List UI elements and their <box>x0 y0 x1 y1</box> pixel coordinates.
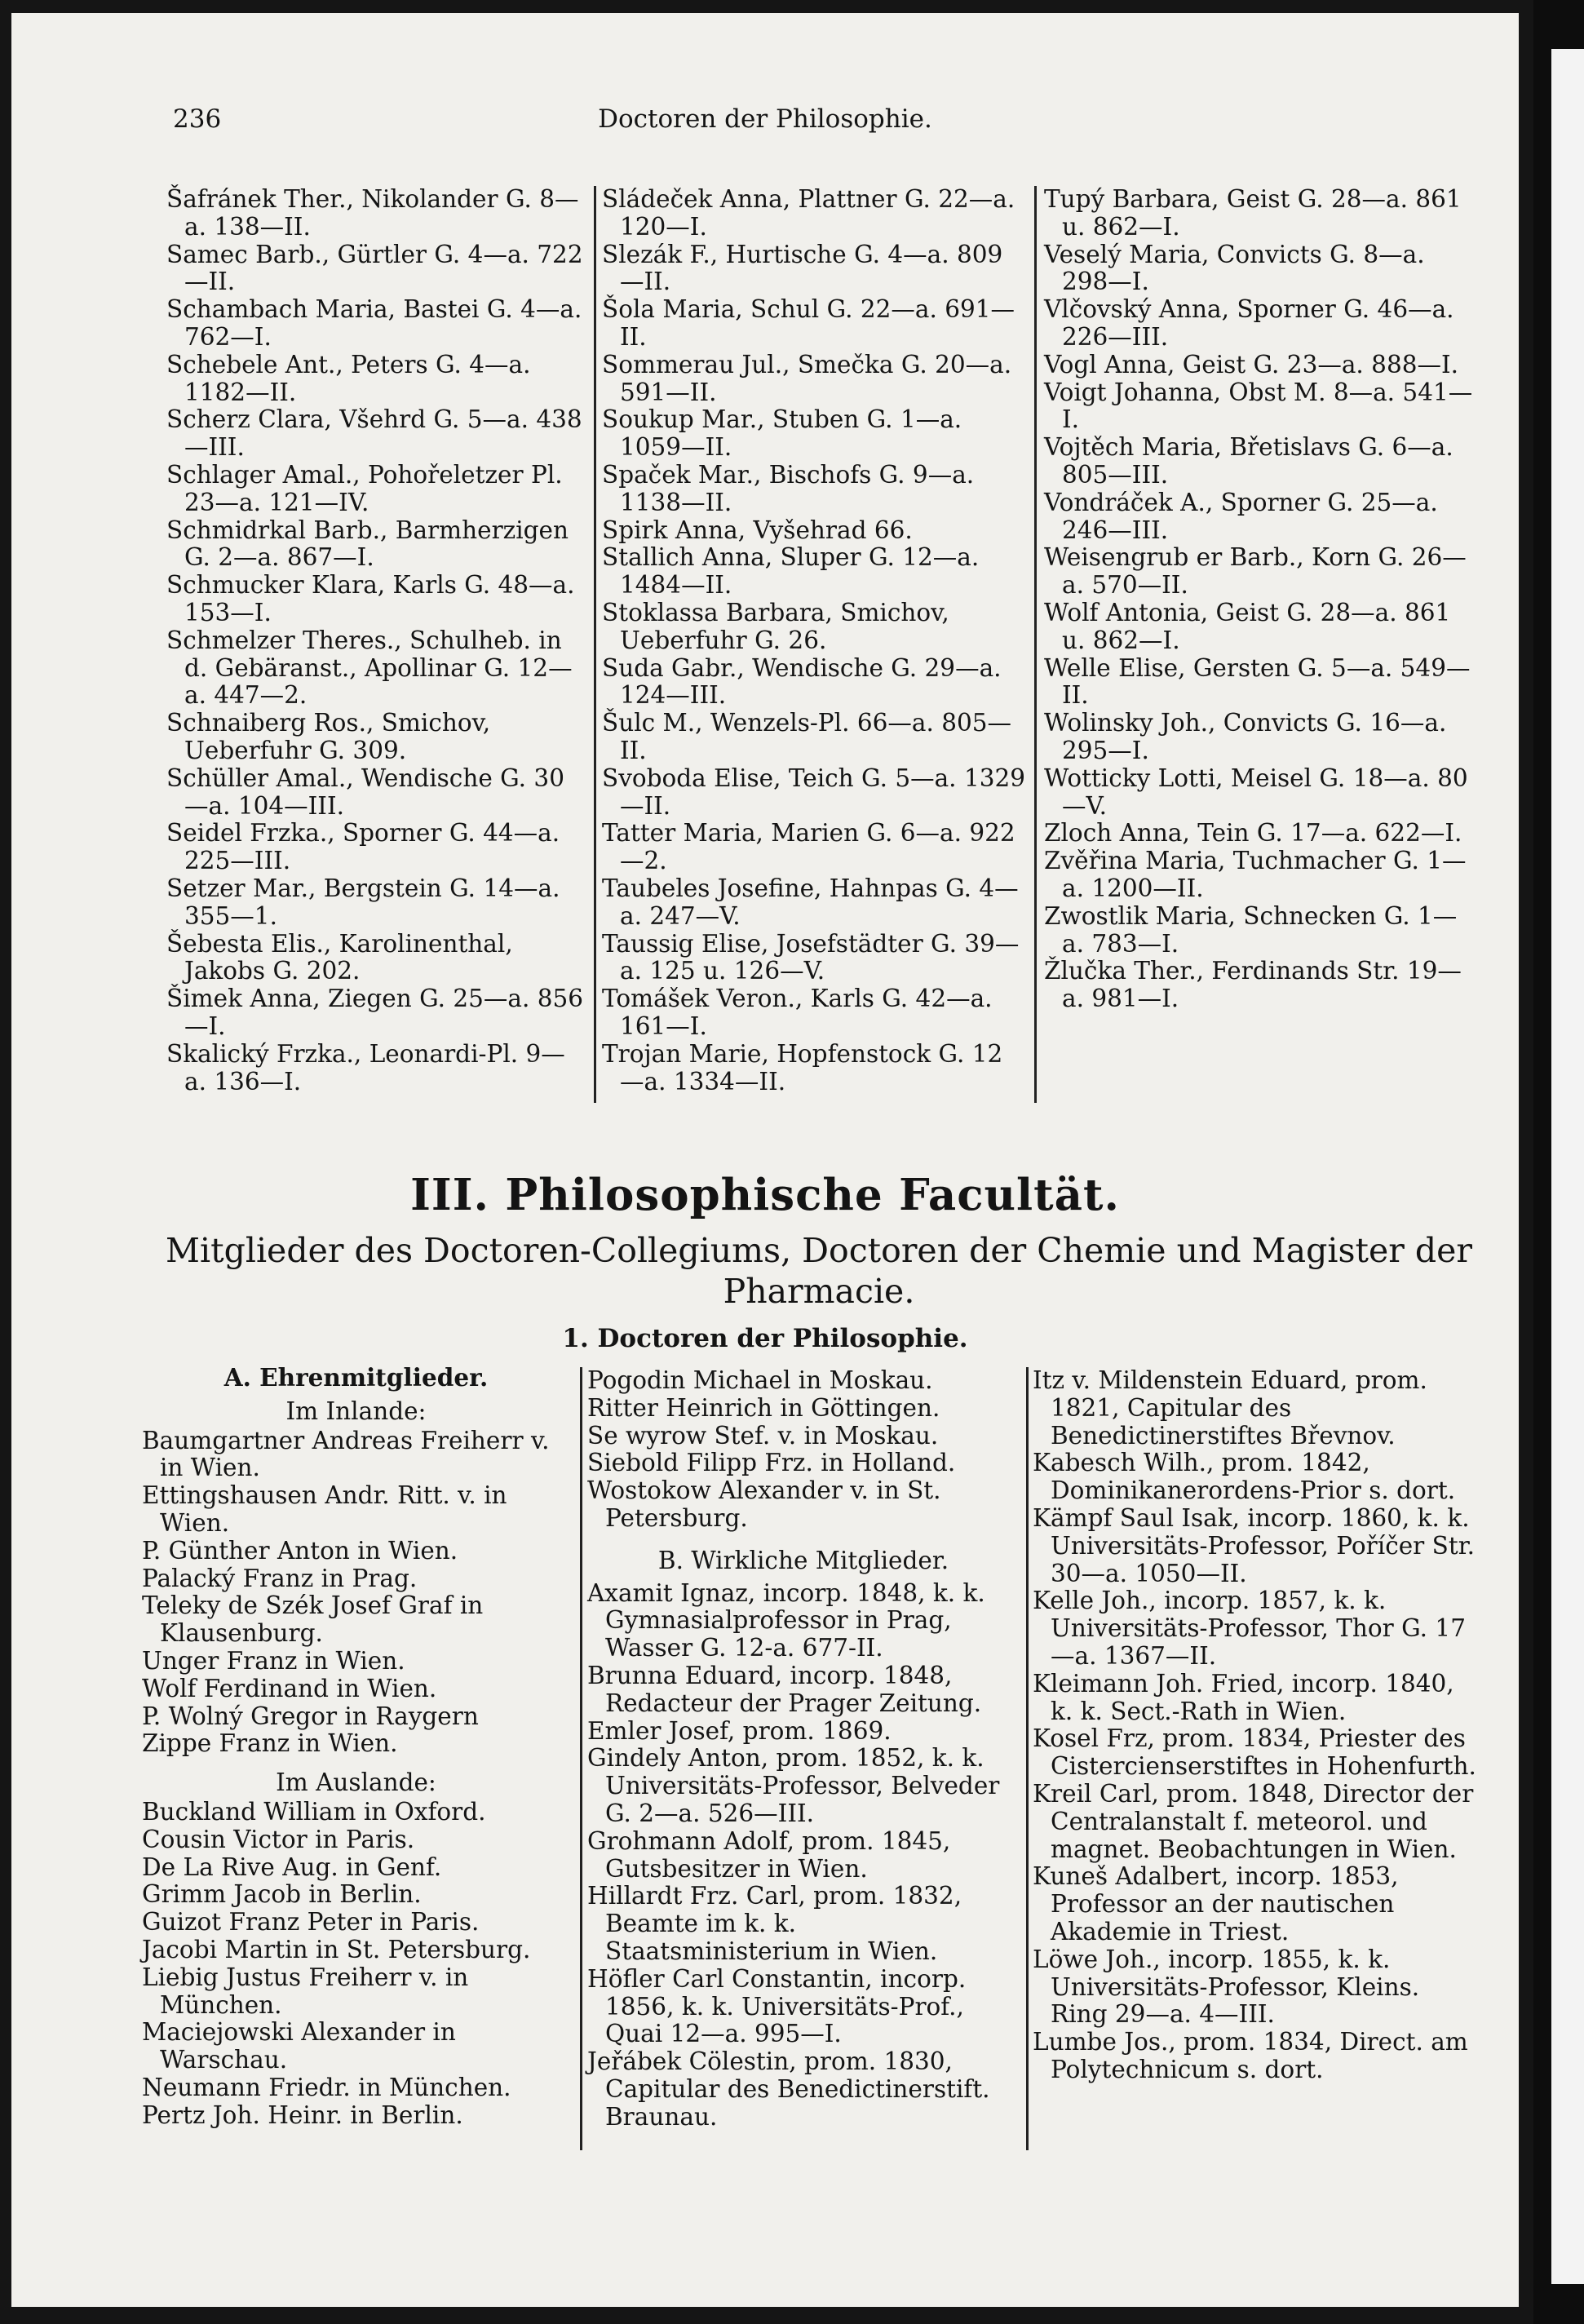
list-entry: Sládeček Anna, Plattner G. 22—a. 120—I. <box>602 185 1015 241</box>
honorary-continued-list <box>587 1367 1020 1533</box>
list-entry: Kabesch Wilh., prom. 1842, Dominikanerordens-Prior s. dort. <box>1033 1449 1456 1505</box>
list-entry: Scherz Clara, Všehrd G. 5—a. 438—III. <box>166 405 582 462</box>
top-column-1 <box>166 186 586 1096</box>
list-entry: Pogodin Michael in Moskau. <box>587 1366 933 1394</box>
list-entry: Vojtěch Maria, Břetislavs G. 6—a. 805—III. <box>1044 433 1453 489</box>
list-entry: Jacobi Martin in St. Petersburg. <box>142 1935 531 1963</box>
list-entry: De La Rive Aug. in Genf. <box>142 1853 442 1881</box>
section-title: III. Philosophische Facultät. <box>410 1170 1120 1220</box>
list-entry: Grohmann Adolf, prom. 1845, Gutsbesitzer in Wien. <box>587 1826 951 1883</box>
list-entry: Neumann Friedr. in München. <box>142 2073 511 2101</box>
list-entry: Tomášek Veron., Karls G. 42—a. 161—I. <box>602 985 993 1040</box>
list-entry: Schnaiberg Ros., Smichov, Ueberfuhr G. 309. <box>166 709 491 764</box>
list-entry: Schambach Maria, Bastei G. 4—a. 762—I. <box>166 295 582 351</box>
list-entry: Schebele Ant., Peters G. 4—a. 1182—II. <box>166 350 531 406</box>
list-entry: Taubeles Josefine, Hahnpas G. 4—a. 247—V. <box>602 874 1019 930</box>
page-header <box>11 104 1519 153</box>
list-entry: Kosel Frz, prom. 1834, Priester des Cistercienserstiftes in Hohenfurth. <box>1033 1724 1476 1781</box>
list-entry: Ritter Heinrich in Göttingen. <box>587 1393 940 1422</box>
page-number: 236 <box>173 104 222 134</box>
list-entry: Suda Gabr., Wendische G. 29—a. 124—III. <box>602 653 1002 710</box>
list-entry: Kämpf Saul Isak, incorp. 1860, k. k. Universitäts-Professor, Poříčer Str. 30—a. 1050—II. <box>1033 1503 1475 1587</box>
list-entry: Vogl Anna, Geist G. 23—a. 888—I. <box>1044 350 1459 378</box>
subsection-title: 1. Doctoren der Philosophie. <box>562 1324 968 1353</box>
list-entry: Palacký Franz in Prag. <box>142 1564 418 1592</box>
list-entry: Wostokow Alexander v. in St. Petersburg. <box>587 1476 941 1532</box>
list-entry: Skalický Frzka., Leonardi-Pl. 9—a. 136—I. <box>166 1039 565 1096</box>
list-entry: Kelle Joh., incorp. 1857, k. k. Universitäts-Professor, Thor G. 17—a. 1367—II. <box>1033 1587 1466 1670</box>
column-rule <box>1034 186 1037 1103</box>
list-entry: Setzer Mar., Bergstein G. 14—a. 355—1. <box>166 874 560 930</box>
list-entry: Grimm Jacob in Berlin. <box>142 1880 422 1909</box>
list-entry: Zvěřina Maria, Tuchmacher G. 1—a. 1200—II. <box>1044 847 1467 902</box>
list-entry: Ettingshausen Andr. Ritt. v. in Wien. <box>142 1481 507 1537</box>
list-entry: Kreil Carl, prom. 1848, Director der Centralanstalt f. meteorol. und magnet. Beobachtungen in Wien. <box>1033 1779 1474 1863</box>
list-entry: Spaček Mar., Bischofs G. 9—a. 1138—II. <box>602 460 975 516</box>
list-entry: Šafránek Ther., Nikolander G. 8—a. 138—II. <box>166 185 579 241</box>
bottom-column-1 <box>142 1359 570 2130</box>
honorary-members-heading: A. Ehrenmitglieder. <box>223 1363 489 1392</box>
full-members-list-b <box>587 1580 1020 2131</box>
list-entry: Itz v. Mildenstein Eduard, prom. 1821, Capitular des Benedictinerstiftes Břevnov. <box>1033 1366 1427 1450</box>
section-subtitle: Mitglieder des Doctoren-Collegiums, Doctoren der Chemie und Magister der Pharmacie. <box>166 1231 1472 1311</box>
list-entry: Schmelzer Theres., Schulheb. in d. Gebäranst., Apollinar G. 12—a. 447—2. <box>166 626 573 710</box>
full-members-list-c <box>1033 1367 1481 2084</box>
top-column-2 <box>602 186 1026 1096</box>
page <box>11 13 1519 2307</box>
list-entry: Trojan Marie, Hopfenstock G. 12—a. 1334—II. <box>602 1039 1003 1096</box>
list-entry: Buckland William in Oxford. <box>142 1797 486 1826</box>
list-entry: Veselý Maria, Convicts G. 8—a. 298—I. <box>1044 240 1425 296</box>
list-entry: Šulc M., Wenzels-Pl. 66—a. 805—II. <box>602 709 1012 764</box>
list-entry: P. Günther Anton in Wien. <box>142 1536 458 1565</box>
list-entry: Voigt Johanna, Obst M. 8—a. 541—I. <box>1044 378 1473 434</box>
list-entry: Welle Elise, Gersten G. 5—a. 549—II. <box>1044 653 1471 710</box>
list-entry: Baumgartner Andreas Freiherr v. in Wien. <box>142 1426 550 1482</box>
list-entry: Zwostlik Maria, Schnecken G. 1—a. 783—I. <box>1044 901 1458 958</box>
top-column-3 <box>1044 186 1475 1013</box>
list-entry: Kuneš Adalbert, incorp. 1853, Professor an der nautischen Akademie in Triest. <box>1033 1862 1399 1946</box>
list-entry: Tupý Barbara, Geist G. 28—a. 861 u. 862—I. <box>1044 185 1462 241</box>
list-entry: Cousin Victor in Paris. <box>142 1825 415 1853</box>
list-entry: Šola Maria, Schul G. 22—a. 691—II. <box>602 295 1015 351</box>
list-entry: Šebesta Elis., Karolinenthal, Jakobs G. 202. <box>166 929 513 985</box>
list-entry: Stoklassa Barbara, Smichov, Ueberfuhr G. 26. <box>602 598 949 654</box>
list-entry: Siebold Filipp Frz. in Holland. <box>587 1449 956 1477</box>
list-entry: Emler Josef, prom. 1869. <box>587 1716 892 1745</box>
list-entry: Kleimann Joh. Fried, incorp. 1840, k. k. Sect.-Rath in Wien. <box>1033 1669 1454 1725</box>
column-rule <box>580 1367 582 2150</box>
list-entry: Jeřábek Cölestin, prom. 1830, Capitular des Benedictinerstift. Braunau. <box>587 2047 990 2131</box>
list-entry: Gindely Anton, prom. 1852, k. k. Universitäts-Professor, Belveder G. 2—a. 526—III. <box>587 1744 1000 1827</box>
list-entry: P. Wolný Gregor in Raygern <box>142 1702 479 1730</box>
column-rule <box>594 186 596 1103</box>
list-entry: Wolf Ferdinand in Wien. <box>142 1674 437 1702</box>
list-entry: Wolinsky Joh., Convicts G. 16—a. 295—I. <box>1044 709 1447 764</box>
list-entry: Maciejowski Alexander in Warschau. <box>142 2018 456 2074</box>
list-entry: Spirk Anna, Vyšehrad 66. <box>602 516 913 544</box>
bottom-column-3 <box>1033 1367 1481 2084</box>
list-entry: Schlager Amal., Pohořeletzer Pl. 23—a. 121—IV. <box>166 460 563 516</box>
list-entry: Zippe Franz in Wien. <box>142 1729 398 1758</box>
list-entry: Tatter Maria, Marien G. 6—a. 922—2. <box>602 819 1015 875</box>
bottom-column-2 <box>587 1367 1020 2131</box>
list-entry: Schmucker Klara, Karls G. 48—a. 153—I. <box>166 571 575 626</box>
list-entry: Schüller Amal., Wendische G. 30—a. 104—III. <box>166 764 564 820</box>
list-entry: Axamit Ignaz, incorp. 1848, k. k. Gymnasialprofessor in Prag, Wasser G. 12-a. 677-II. <box>587 1578 985 1662</box>
list-entry: Vondráček A., Sporner G. 25—a. 246—III. <box>1044 488 1438 544</box>
list-entry: Slezák F., Hurtische G. 4—a. 809—II. <box>602 240 1003 296</box>
list-entry: Pertz Joh. Heinr. in Berlin. <box>142 2100 463 2129</box>
list-entry: Wolf Antonia, Geist G. 28—a. 861 u. 862—I. <box>1044 598 1451 654</box>
list-entry: Stallich Anna, Sluper G. 12—a. 1484—II. <box>602 543 980 600</box>
adjacent-page-edge <box>1533 0 1584 2324</box>
list-entry: Samec Barb., Gürtler G. 4—a. 722—II. <box>166 240 583 296</box>
list-entry: Taussig Elise, Josefstädter G. 39—a. 125 u. 126—V. <box>602 929 1020 985</box>
list-entry: Wotticky Lotti, Meisel G. 18—a. 80—V. <box>1044 764 1468 820</box>
list-entry: Löwe Joh., incorp. 1855, k. k. Universitäts-Professor, Kleins. Ring 29—a. 4—III. <box>1033 1945 1420 2029</box>
list-entry: Seidel Frzka., Sporner G. 44—a. 225—III. <box>166 819 560 875</box>
list-entry: Vlčovský Anna, Sporner G. 46—a. 226—III. <box>1044 295 1454 351</box>
abroad-heading: Im Auslande: <box>276 1768 436 1797</box>
list-entry: Guizot Franz Peter in Paris. <box>142 1908 480 1937</box>
column-rule <box>1026 1367 1029 2150</box>
list-entry: Liebig Justus Freiherr v. in München. <box>142 1963 469 2019</box>
list-entry: Soukup Mar., Stuben G. 1—a. 1059—II. <box>602 405 962 462</box>
list-entry: Hillardt Frz. Carl, prom. 1832, Beamte im k. k. Staatsministerium in Wien. <box>587 1882 962 1965</box>
inland-heading: Im Inlande: <box>285 1397 427 1425</box>
list-entry: Höfler Carl Constantin, incorp. 1856, k. k. Universitäts-Prof., Quai 12—a. 995—I. <box>587 1964 967 2048</box>
list-entry: Schmidrkal Barb., Barmherzigen G. 2—a. 867—I. <box>166 516 569 572</box>
abroad-list <box>142 1799 570 2130</box>
list-entry: Weisengrub er Barb., Korn G. 26—a. 570—II. <box>1044 543 1467 600</box>
running-title: Doctoren der Philosophie. <box>598 104 932 134</box>
list-entry: Šimek Anna, Ziegen G. 25—a. 856—I. <box>166 985 584 1040</box>
list-entry: Unger Franz in Wien. <box>142 1646 405 1675</box>
list-entry: Lumbe Jos., prom. 1834, Direct. am Polytechnicum s. dort. <box>1033 2028 1468 2083</box>
list-entry: Sommerau Jul., Smečka G. 20—a. 591—II. <box>602 350 1012 406</box>
list-entry: Žlučka Ther., Ferdinands Str. 19—a. 981—I. <box>1044 957 1462 1013</box>
list-entry: Brunna Eduard, incorp. 1848, Redacteur der Prager Zeitung. <box>587 1661 982 1717</box>
list-entry: Teleky de Szék Josef Graf in Klausenburg. <box>142 1591 484 1648</box>
list-entry: Svoboda Elise, Teich G. 5—a. 1329—II. <box>602 764 1026 820</box>
full-members-heading: B. Wirkliche Mitglieder. <box>657 1546 949 1574</box>
inland-list <box>142 1428 570 1759</box>
list-entry: Zloch Anna, Tein G. 17—a. 622—I. <box>1044 819 1462 848</box>
list-entry: Se wyrow Stef. v. in Moskau. <box>587 1421 939 1450</box>
